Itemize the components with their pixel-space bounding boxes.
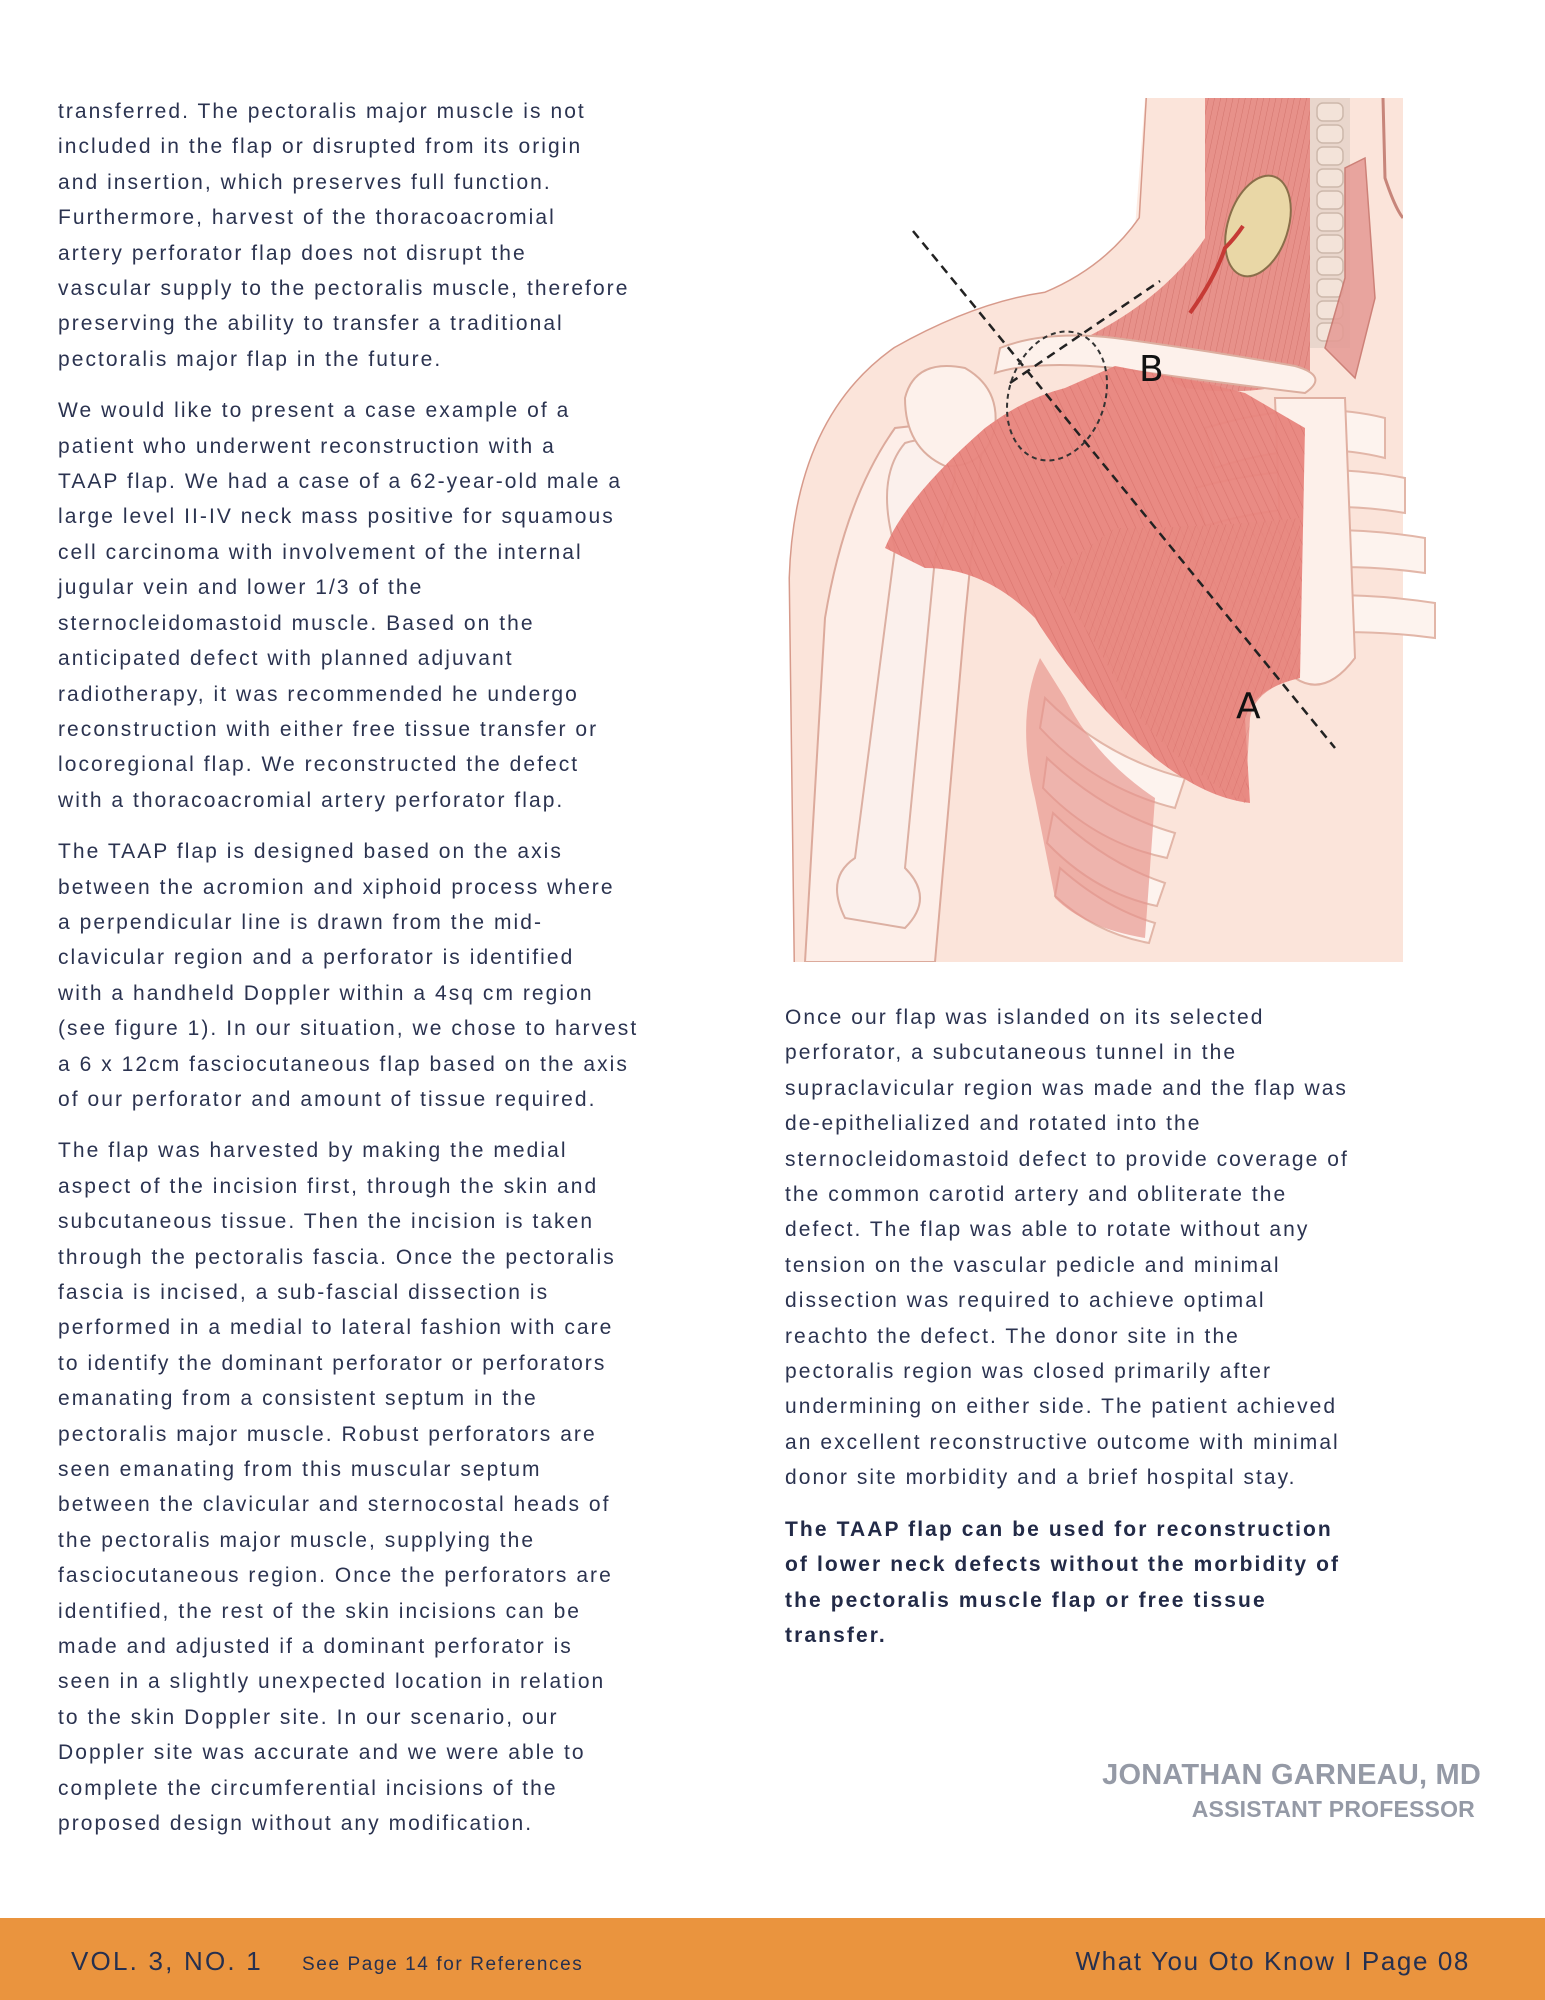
text-line: locoregional flap. We reconstructed the defect: [58, 753, 580, 777]
text-line: the common carotid artery and obliterate the: [785, 1183, 1288, 1207]
text-line: donor site morbidity and a brief hospital stay.: [785, 1466, 1297, 1490]
text-line: transferred. The pectoralis major muscle is not: [58, 100, 586, 123]
text-line: dissection was required to achieve optimal: [785, 1289, 1266, 1313]
text-line: radiotherapy, it was recommended he undergo: [58, 682, 579, 706]
text-line: through the pectoralis fascia. Once the pectoralis: [58, 1245, 616, 1269]
text-line: pectoralis region was closed primarily after: [785, 1360, 1273, 1384]
text-line: reconstruction with either free tissue transfer or: [58, 717, 599, 741]
text-line: undermining on either side. The patient achieved: [785, 1395, 1338, 1419]
author-name: JONATHAN GARNEAU, MD: [1102, 1759, 1481, 1791]
author-block: [1102, 1756, 1481, 1824]
text-line: the pectoralis muscle flap or free tissue: [785, 1588, 1267, 1612]
text-line: pectoralis major muscle. Robust perforators are: [58, 1422, 597, 1446]
text-line: to the skin Doppler site. In our scenario, our: [58, 1705, 559, 1729]
references-note: See Page 14 for References: [302, 1954, 584, 1975]
text-line: reachto the defect. The donor site in the: [785, 1324, 1240, 1348]
text-line: sternocleidomastoid muscle. Based on the: [58, 611, 535, 635]
right-column: [785, 1000, 1505, 1653]
text-line: jugular vein and lower 1/3 of the: [58, 576, 424, 600]
text-line: Doppler site was accurate and we were able to: [58, 1741, 586, 1765]
text-line: identified, the rest of the skin incisions can be: [58, 1599, 582, 1623]
paragraph-case-example: [58, 393, 778, 818]
left-column: [58, 94, 778, 1842]
text-line: between the acromion and xiphoid process where: [58, 875, 615, 899]
text-line: tension on the vascular pedicle and minimal: [785, 1253, 1281, 1277]
text-line: artery perforator flap does not disrupt the: [58, 241, 527, 265]
text-line: We would like to present a case example of a: [58, 399, 571, 423]
text-line: a perpendicular line is drawn from the mid-: [58, 910, 543, 934]
anatomy-figure: [785, 98, 1477, 962]
text-line: transfer.: [785, 1623, 887, 1647]
text-line: with a thoracoacromial artery perforator flap.: [58, 788, 565, 812]
text-line: preserving the ability to transfer a traditional: [58, 312, 564, 336]
text-line: (see figure 1). In our situation, we chose to harvest: [58, 1017, 639, 1041]
text-line: Furthermore, harvest of the thoracoacromial: [58, 206, 556, 230]
text-line: fascia is incised, a sub-fascial dissection is: [58, 1281, 550, 1304]
text-line: clavicular region and a perforator is identified: [58, 946, 575, 970]
text-line: anticipated defect with planned adjuvant: [58, 647, 514, 671]
text-line: perforator, a subcutaneous tunnel in the: [785, 1041, 1238, 1065]
text-line: proposed design without any modification.: [58, 1812, 534, 1836]
text-line: subcutaneous tissue. Then the incision is taken: [58, 1210, 595, 1234]
text-line: supraclavicular region was made and the flap was: [785, 1076, 1348, 1100]
text-line: The TAAP flap can be used for reconstruction: [785, 1517, 1333, 1541]
text-line: vascular supply to the pectoralis muscle, therefore: [58, 277, 630, 301]
text-line: of our perforator and amount of tissue required.: [58, 1087, 597, 1111]
text-line: cell carcinoma with involvement of the internal: [58, 540, 583, 564]
text-line: patient who underwent reconstruction with a: [58, 434, 556, 458]
text-line: seen emanating from this muscular septum: [58, 1458, 542, 1482]
text-line: included in the flap or disrupted from its origin: [58, 135, 583, 159]
page-label: What You Oto Know I Page 08: [1075, 1946, 1470, 1976]
volume-label: VOL. 3, NO. 1: [71, 1946, 263, 1976]
text-line: sternocleidomastoid defect to provide coverage of: [785, 1147, 1349, 1171]
text-line: The TAAP flap is designed based on the axis: [58, 840, 563, 864]
paragraph-flap-inset: [785, 1000, 1505, 1496]
conclusion-paragraph: [785, 1512, 1505, 1654]
text-line: pectoralis major flap in the future.: [58, 347, 443, 371]
text-line: The flap was harvested by making the medial: [58, 1139, 568, 1163]
text-line: between the clavicular and sternocostal heads of: [58, 1493, 611, 1517]
author-title: ASSISTANT PROFESSOR: [1191, 1796, 1475, 1822]
text-line: an excellent reconstructive outcome with minimal: [785, 1430, 1340, 1454]
text-line: Once our flap was islanded on its selected: [785, 1006, 1265, 1029]
pectoralis-illustration: [785, 98, 1477, 962]
paragraph-flap-design: [58, 834, 778, 1117]
text-line: large level II-IV neck mass positive for squamous: [58, 505, 615, 529]
text-line: aspect of the incision first, through the skin and: [58, 1174, 599, 1198]
text-line: with a handheld Doppler within a 4sq cm region: [58, 981, 594, 1005]
text-line: the pectoralis major muscle, supplying the: [58, 1528, 536, 1552]
text-line: TAAP flap. We had a case of a 62-year-old male a: [58, 470, 623, 494]
text-line: to identify the dominant perforator or perforators: [58, 1351, 607, 1375]
text-line: defect. The flap was able to rotate without any: [785, 1218, 1310, 1242]
label-b: B: [1139, 349, 1164, 390]
text-line: performed in a medial to lateral fashion with care: [58, 1316, 614, 1340]
paragraph-flap-function: [58, 94, 778, 377]
footer-band: [0, 1918, 1545, 2000]
text-line: seen in a slightly unexpected location in relation: [58, 1670, 606, 1694]
text-line: of lower neck defects without the morbidity of: [785, 1553, 1341, 1577]
text-line: and insertion, which preserves full function.: [58, 170, 552, 194]
paragraph-harvest-technique: [58, 1133, 778, 1841]
text-line: de-epithelialized and rotated into the: [785, 1112, 1202, 1136]
text-line: made and adjusted if a dominant perforator is: [58, 1635, 573, 1659]
label-a: A: [1236, 686, 1261, 727]
text-line: fasciocutaneous region. Once the perforators are: [58, 1564, 613, 1588]
text-line: complete the circumferential incisions of the: [58, 1776, 558, 1800]
text-line: emanating from a consistent septum in the: [58, 1387, 538, 1411]
text-line: a 6 x 12cm fasciocutaneous flap based on the axis: [58, 1052, 629, 1076]
